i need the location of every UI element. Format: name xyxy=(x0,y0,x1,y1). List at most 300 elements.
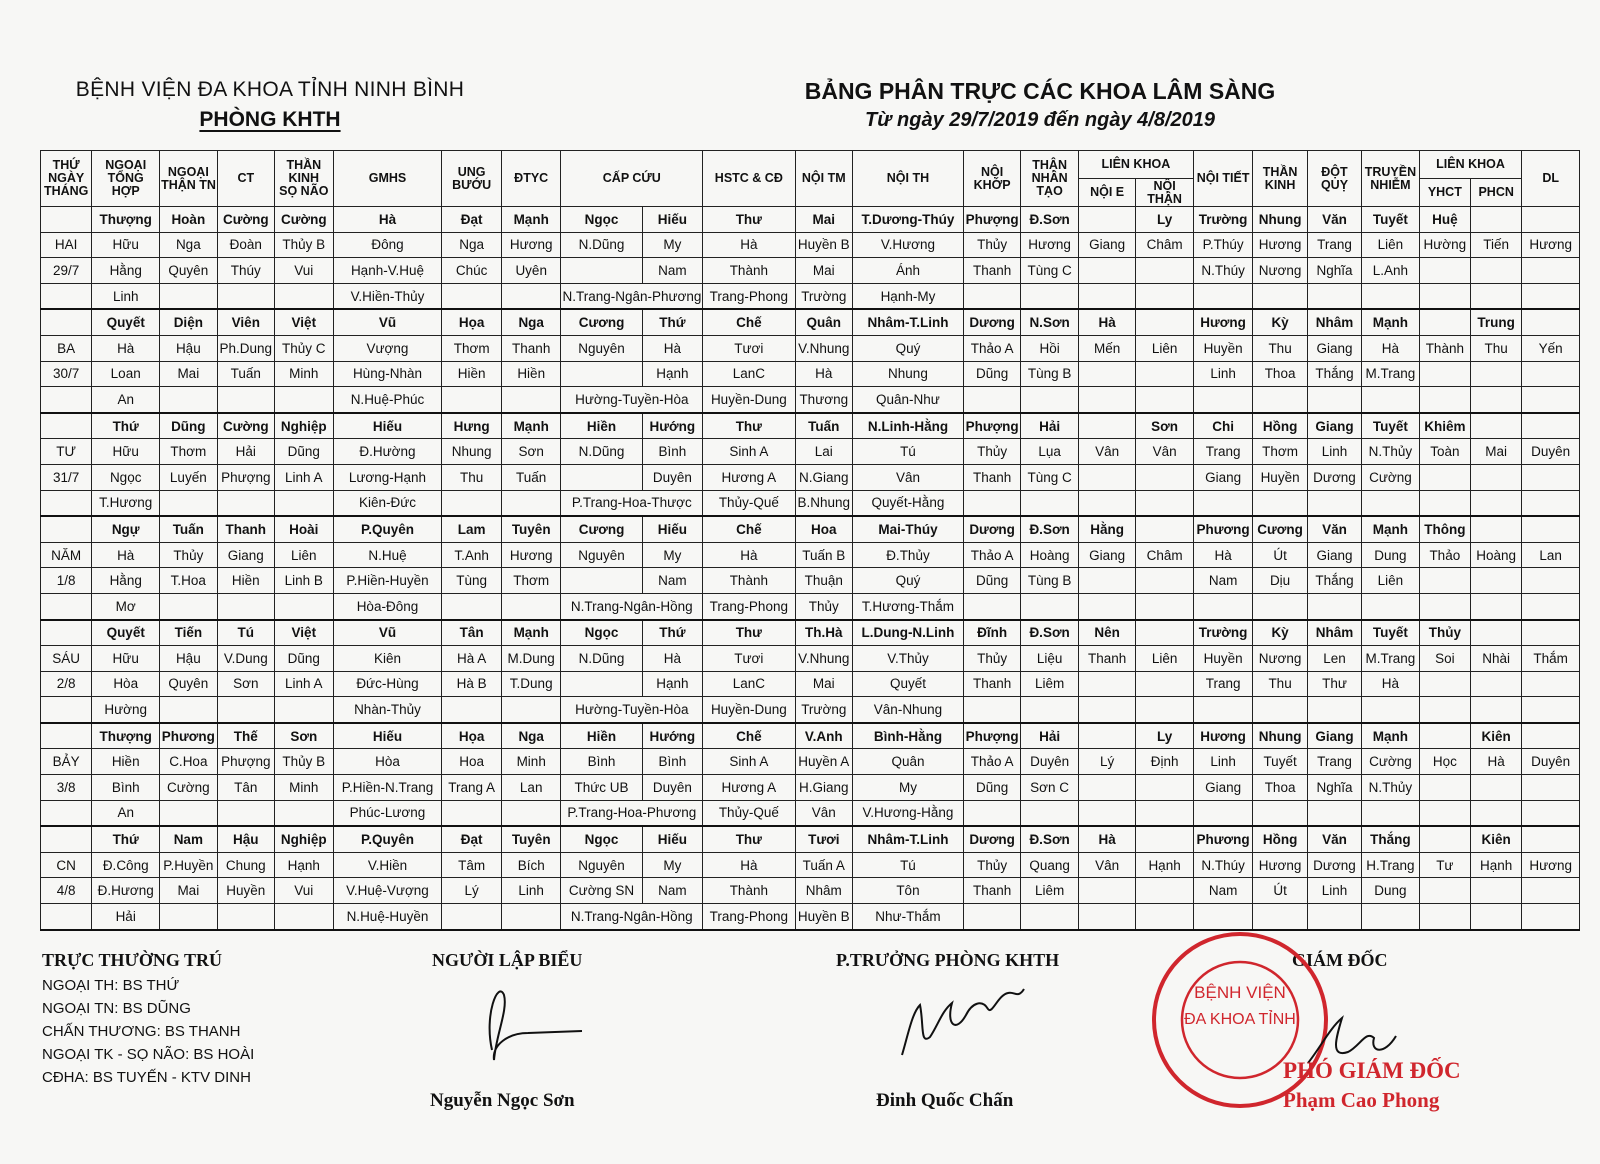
resident-line: NGOẠI TK - SỌ NÃO: BS HOÀI xyxy=(42,1046,255,1063)
duty-cell xyxy=(160,800,217,826)
duty-cell: Tôn xyxy=(853,878,964,904)
duty-cell xyxy=(501,387,561,413)
duty-cell: Hà xyxy=(1362,671,1419,697)
duty-cell: Sinh A xyxy=(703,439,795,465)
duty-cell: Đĩnh xyxy=(963,620,1020,646)
duty-cell xyxy=(963,490,1020,516)
duty-cell: Thanh xyxy=(217,516,274,542)
day-cell xyxy=(41,207,92,233)
duty-cell: Hữu xyxy=(92,439,160,465)
duty-cell: Cường SN xyxy=(561,878,642,904)
duty-cell: Huyền xyxy=(217,878,274,904)
duty-cell: Lam xyxy=(442,516,502,542)
duty-cell: Hương xyxy=(1021,232,1078,258)
duty-cell: Kỳ xyxy=(1253,309,1307,335)
duty-cell: Đạt xyxy=(442,207,502,233)
day-cell: 30/7 xyxy=(41,361,92,387)
duty-cell: Phượng xyxy=(963,207,1020,233)
duty-cell: Thu xyxy=(1253,335,1307,361)
duty-cell xyxy=(1522,516,1580,542)
duty-cell: Lý xyxy=(1078,749,1135,775)
duty-cell: My xyxy=(642,232,703,258)
duty-cell: Hùng-Nhàn xyxy=(333,361,442,387)
duty-cell: Hữu xyxy=(92,232,160,258)
duty-cell: Trường xyxy=(795,283,852,309)
day-cell: 3/8 xyxy=(41,775,92,801)
duty-cell: Đức-Hùng xyxy=(333,671,442,697)
duty-cell xyxy=(1193,593,1253,619)
duty-cell: Định xyxy=(1136,749,1193,775)
duty-cell xyxy=(1419,490,1470,516)
duty-cell: Đông xyxy=(333,232,442,258)
duty-cell: Nam xyxy=(642,258,703,284)
duty-cell: Phương xyxy=(1193,516,1253,542)
duty-cell xyxy=(1193,283,1253,309)
roster-row xyxy=(41,826,1580,852)
duty-cell: Luyến xyxy=(160,464,217,490)
duty-cell xyxy=(1522,387,1580,413)
day-cell: 29/7 xyxy=(41,258,92,284)
duty-cell: Vân xyxy=(1136,439,1193,465)
duty-cell: Trường xyxy=(795,697,852,723)
duty-cell: Hằng xyxy=(1078,516,1135,542)
duty-cell: V.Nhung xyxy=(795,646,852,672)
duty-cell: Nghiệp xyxy=(275,826,334,852)
duty-cell: Út xyxy=(1253,878,1307,904)
duty-cell: Kỳ xyxy=(1253,620,1307,646)
duty-cell: Hoài xyxy=(275,516,334,542)
duty-cell xyxy=(1078,568,1135,594)
duty-cell: Quân xyxy=(853,749,964,775)
duty-cell xyxy=(1522,309,1580,335)
duty-cell: Hữu xyxy=(92,646,160,672)
duty-cell xyxy=(1253,490,1307,516)
day-cell xyxy=(41,620,92,646)
deputy-head-name: Đinh Quốc Chấn xyxy=(876,1090,1014,1111)
duty-cell: N.Dũng xyxy=(561,439,642,465)
duty-cell: Trung xyxy=(1471,309,1522,335)
duty-cell xyxy=(963,387,1020,413)
duty-cell: Ngọc xyxy=(561,826,642,852)
duty-cell: Quý xyxy=(853,568,964,594)
duty-cell: Kiên xyxy=(333,646,442,672)
duty-cell: Liên xyxy=(1362,232,1419,258)
duty-cell: Họa xyxy=(442,309,502,335)
roster-row xyxy=(41,516,1580,542)
duty-cell xyxy=(275,593,334,619)
duty-cell: Thanh xyxy=(963,878,1020,904)
duty-cell: Huyền A xyxy=(795,749,852,775)
duty-cell: N.Trang-Ngân-Phương xyxy=(561,283,703,309)
duty-cell xyxy=(1078,723,1135,749)
roster-row xyxy=(41,439,1580,465)
duty-cell: Vũ xyxy=(333,620,442,646)
duty-cell: Nguyên xyxy=(561,852,642,878)
duty-cell xyxy=(1021,283,1078,309)
duty-cell: Giang xyxy=(1307,335,1361,361)
roster-row xyxy=(41,568,1580,594)
duty-cell: P.Quyên xyxy=(333,826,442,852)
duty-cell: Tú xyxy=(217,620,274,646)
duty-cell: Trang xyxy=(1193,671,1253,697)
duty-cell: N.Huệ-Phúc xyxy=(333,387,442,413)
duty-cell: Nhâm-T.Linh xyxy=(853,826,964,852)
duty-cell: N.Trang-Ngân-Hồng xyxy=(561,593,703,619)
duty-cell xyxy=(1136,387,1193,413)
day-cell xyxy=(41,904,92,930)
duty-cell: P.Trang-Hoa-Phương xyxy=(561,800,703,826)
duty-cell: Hà xyxy=(1471,749,1522,775)
roster-row xyxy=(41,878,1580,904)
document-period: Từ ngày 29/7/2019 đến ngày 4/8/2019 xyxy=(864,109,1216,131)
duty-cell xyxy=(1419,697,1470,723)
duty-cell xyxy=(1253,800,1307,826)
duty-cell: Thứ xyxy=(92,413,160,439)
duty-cell: Linh xyxy=(501,878,561,904)
duty-cell xyxy=(963,800,1020,826)
duty-cell: Bình-Hằng xyxy=(853,723,964,749)
duty-cell xyxy=(1193,800,1253,826)
duty-cell xyxy=(1136,878,1193,904)
duty-cell: Tùng B xyxy=(1021,361,1078,387)
roster-row xyxy=(41,723,1580,749)
duty-cell: Toàn xyxy=(1419,439,1470,465)
duty-cell xyxy=(442,904,502,930)
duty-cell: Liên xyxy=(1362,568,1419,594)
duty-cell: Việt xyxy=(275,309,334,335)
roster-row xyxy=(41,593,1580,619)
duty-cell: Tươi xyxy=(703,335,795,361)
duty-cell: Thủy xyxy=(963,852,1020,878)
duty-cell xyxy=(1362,593,1419,619)
duty-cell: Linh xyxy=(1193,361,1253,387)
duty-cell: Hiếu xyxy=(333,413,442,439)
duty-cell xyxy=(1522,593,1580,619)
duty-cell: Cương xyxy=(1253,516,1307,542)
duty-cell: Cường xyxy=(217,413,274,439)
roster-row xyxy=(41,309,1580,335)
duty-cell: P.Hiền-Huyền xyxy=(333,568,442,594)
duty-cell: Hường xyxy=(92,697,160,723)
deputy-director-name: Phạm Cao Phong xyxy=(1283,1088,1440,1112)
duty-cell: Dương xyxy=(1307,852,1361,878)
duty-cell: Mai-Thúy xyxy=(853,516,964,542)
roster-row xyxy=(41,232,1580,258)
duty-cell: Viên xyxy=(217,309,274,335)
roster-row xyxy=(41,413,1580,439)
duty-cell: Hà xyxy=(92,335,160,361)
duty-cell: Nhài xyxy=(1471,646,1522,672)
duty-cell: Thành xyxy=(703,258,795,284)
duty-cell: Đạt xyxy=(442,826,502,852)
duty-cell: Hiền xyxy=(442,361,502,387)
duty-cell: Nga xyxy=(160,232,217,258)
duty-cell: Giang xyxy=(1193,464,1253,490)
duty-cell: M.Dung xyxy=(501,646,561,672)
duty-cell: Hà xyxy=(795,361,852,387)
duty-cell: Sơn C xyxy=(1021,775,1078,801)
day-cell xyxy=(41,387,92,413)
duty-cell: N.Thủy xyxy=(1362,439,1419,465)
duty-cell: Yến xyxy=(1522,335,1580,361)
duty-cell xyxy=(1136,775,1193,801)
duty-cell: Ngọc xyxy=(561,207,642,233)
duty-cell: Việt xyxy=(275,620,334,646)
duty-cell: Thanh xyxy=(501,335,561,361)
duty-cell: Mạnh xyxy=(501,620,561,646)
duty-cell xyxy=(160,593,217,619)
duty-cell: Hà xyxy=(642,335,703,361)
duty-cell xyxy=(1471,207,1522,233)
duty-cell: V.Hiền-Thủy xyxy=(333,283,442,309)
col-header-noi-tiet: NỘI TIẾT xyxy=(1193,151,1253,207)
duty-cell xyxy=(1021,697,1078,723)
duty-cell: T.Hương xyxy=(92,490,160,516)
duty-cell: Ph.Dung xyxy=(217,335,274,361)
duty-cell: Tuấn xyxy=(160,516,217,542)
duty-cell: Nhàn-Thủy xyxy=(333,697,442,723)
duty-cell: Tư xyxy=(1419,852,1470,878)
duty-cell: Thứ xyxy=(642,309,703,335)
duty-cell: Nguyên xyxy=(561,335,642,361)
duty-cell: Vui xyxy=(275,258,334,284)
duty-cell: Nhâm xyxy=(795,878,852,904)
duty-cell: Tươi xyxy=(795,826,852,852)
duty-cell: Mạnh xyxy=(1362,309,1419,335)
duty-cell: Chế xyxy=(703,516,795,542)
duty-cell: Hằng xyxy=(92,258,160,284)
duty-cell xyxy=(1193,697,1253,723)
duty-cell: Nương xyxy=(1253,258,1307,284)
duty-cell: Vui xyxy=(275,878,334,904)
col-header-hstc: HSTC & CĐ xyxy=(703,151,795,207)
duty-cell xyxy=(1471,904,1522,930)
duty-cell: Loan xyxy=(92,361,160,387)
duty-cell: Trang-Phong xyxy=(703,904,795,930)
duty-cell: Huyền-Dung xyxy=(703,387,795,413)
duty-cell xyxy=(1419,671,1470,697)
duty-cell: Thủy xyxy=(1419,620,1470,646)
duty-cell: N.Linh-Hằng xyxy=(853,413,964,439)
duty-cell: Thủy xyxy=(963,439,1020,465)
duty-cell: Hải xyxy=(217,439,274,465)
duty-cell: Thư xyxy=(703,826,795,852)
duty-cell xyxy=(1078,387,1135,413)
duty-cell: Phượng xyxy=(963,723,1020,749)
duty-cell: Chúc xyxy=(442,258,502,284)
duty-cell: My xyxy=(642,852,703,878)
resident-duty-block xyxy=(42,950,254,1086)
duty-cell: My xyxy=(642,542,703,568)
duty-cell: Thủy xyxy=(795,593,852,619)
duty-cell: Hải xyxy=(1021,723,1078,749)
duty-cell: Tùng C xyxy=(1021,258,1078,284)
duty-cell: Thành xyxy=(703,568,795,594)
duty-cell: Liệu xyxy=(1021,646,1078,672)
duty-cell: LanC xyxy=(703,361,795,387)
duty-cell: Huyền xyxy=(1193,335,1253,361)
duty-cell: Nghiệp xyxy=(275,413,334,439)
duty-cell xyxy=(1136,309,1193,335)
duty-cell: Mai xyxy=(795,258,852,284)
duty-cell: Hà B xyxy=(442,671,502,697)
duty-cell: Thư xyxy=(703,413,795,439)
roster-row xyxy=(41,361,1580,387)
duty-cell: P.Hiền-N.Trang xyxy=(333,775,442,801)
duty-cell: Đ.Hường xyxy=(333,439,442,465)
duty-cell: N.Dũng xyxy=(561,646,642,672)
duty-cell xyxy=(1419,283,1470,309)
duty-cell xyxy=(1078,490,1135,516)
duty-cell: Như-Thắm xyxy=(853,904,964,930)
duty-cell xyxy=(1362,800,1419,826)
duty-cell: Thương xyxy=(795,387,852,413)
duty-cell: Hậu xyxy=(160,335,217,361)
duty-cell: Thanh xyxy=(963,258,1020,284)
duty-cell: Hoa xyxy=(795,516,852,542)
duty-cell: Mai xyxy=(1471,439,1522,465)
duty-cell: Hà xyxy=(333,207,442,233)
duty-cell xyxy=(1471,283,1522,309)
duty-cell: Ánh xyxy=(853,258,964,284)
duty-cell: M.Trang xyxy=(1362,361,1419,387)
roster-row xyxy=(41,852,1580,878)
duty-cell: Trang xyxy=(1307,232,1361,258)
day-cell: BA xyxy=(41,335,92,361)
duty-cell: An xyxy=(92,800,160,826)
duty-cell xyxy=(1078,904,1135,930)
duty-cell: Trang-Phong xyxy=(703,283,795,309)
duty-cell: Hạnh xyxy=(275,852,334,878)
day-cell xyxy=(41,593,92,619)
document-title: BẢNG PHÂN TRỰC CÁC KHOA LÂM SÀNG xyxy=(804,78,1276,104)
duty-cell xyxy=(1078,800,1135,826)
duty-cell: Út xyxy=(1253,542,1307,568)
duty-cell: Nam xyxy=(160,826,217,852)
duty-cell: Hạnh-My xyxy=(853,283,964,309)
duty-cell: Bình xyxy=(561,749,642,775)
duty-cell: Mạnh xyxy=(501,207,561,233)
duty-cell: Mạnh xyxy=(501,413,561,439)
duty-cell: Chế xyxy=(703,309,795,335)
day-cell: NĂM xyxy=(41,542,92,568)
preparer-name: Nguyễn Ngọc Sơn xyxy=(430,1090,575,1111)
day-cell xyxy=(41,309,92,335)
duty-cell: Tú xyxy=(853,439,964,465)
duty-cell: Thủy-Quế xyxy=(703,490,795,516)
duty-cell: Tiến xyxy=(160,620,217,646)
duty-cell: V.Anh xyxy=(795,723,852,749)
duty-cell: Mạnh xyxy=(1362,723,1419,749)
duty-cell: P.Quyên xyxy=(333,516,442,542)
duty-cell xyxy=(160,387,217,413)
duty-cell xyxy=(1136,568,1193,594)
duty-cell xyxy=(501,697,561,723)
duty-cell xyxy=(1419,800,1470,826)
col-header-phcn: PHCN xyxy=(1471,179,1522,207)
duty-cell xyxy=(1471,464,1522,490)
duty-cell: Thắng xyxy=(1362,826,1419,852)
duty-cell: Hương A xyxy=(703,464,795,490)
duty-cell: Liên xyxy=(1136,646,1193,672)
duty-cell: Vân xyxy=(795,800,852,826)
duty-cell: Hà xyxy=(1362,335,1419,361)
duty-cell xyxy=(1307,387,1361,413)
duty-cell: Huyền B xyxy=(795,904,852,930)
duty-cell: Bình xyxy=(92,775,160,801)
duty-cell: Ngọc xyxy=(561,620,642,646)
duty-cell: Hạnh xyxy=(642,671,703,697)
duty-cell: N.Dũng xyxy=(561,232,642,258)
day-cell: TƯ xyxy=(41,439,92,465)
duty-cell: T.Dương-Thúy xyxy=(853,207,964,233)
duty-cell: Tùng xyxy=(442,568,502,594)
duty-cell: Hương xyxy=(1193,723,1253,749)
duty-cell: Phương xyxy=(1193,826,1253,852)
col-header-date: THỨ NGÀY THÁNG xyxy=(41,151,92,207)
duty-cell: Linh A xyxy=(275,464,334,490)
duty-cell: Hải xyxy=(92,904,160,930)
duty-cell: Tâm xyxy=(442,852,502,878)
duty-cell: Tuyết xyxy=(1362,207,1419,233)
duty-cell: Phượng xyxy=(963,413,1020,439)
duty-cell: Hương xyxy=(501,542,561,568)
duty-cell: Tuấn xyxy=(795,413,852,439)
resident-title: TRỰC THƯỜNG TRÚ xyxy=(42,950,223,970)
duty-cell: Kiên xyxy=(1471,826,1522,852)
duty-cell xyxy=(1522,361,1580,387)
resident-line: CHẤN THƯƠNG: BS THANH xyxy=(42,1023,241,1040)
day-cell xyxy=(41,516,92,542)
duty-cell xyxy=(1522,904,1580,930)
duty-cell: Trang xyxy=(1307,749,1361,775)
duty-cell xyxy=(442,283,502,309)
duty-cell: Quang xyxy=(1021,852,1078,878)
duty-cell: Hường-Tuyền-Hòa xyxy=(561,697,703,723)
duty-cell: Hồng xyxy=(1253,826,1307,852)
resident-line: NGOẠI TN: BS DŨNG xyxy=(42,1000,191,1017)
duty-cell xyxy=(1471,671,1522,697)
duty-cell xyxy=(217,800,274,826)
duty-cell xyxy=(1136,800,1193,826)
deputy-director-block xyxy=(1283,1058,1461,1113)
duty-cell: Đ.Sơn xyxy=(1021,620,1078,646)
duty-cell xyxy=(442,800,502,826)
duty-cell: Thức UB xyxy=(561,775,642,801)
duty-cell xyxy=(1078,283,1135,309)
duty-cell: Văn xyxy=(1307,207,1361,233)
duty-cell xyxy=(501,283,561,309)
duty-cell xyxy=(217,387,274,413)
roster-row xyxy=(41,490,1580,516)
document-title-block xyxy=(800,78,1280,132)
duty-cell: P.Trang-Hoa-Thược xyxy=(561,490,703,516)
duty-cell: N.Giang xyxy=(795,464,852,490)
duty-cell xyxy=(1136,620,1193,646)
duty-cell: N.Thúy xyxy=(1193,852,1253,878)
duty-cell xyxy=(1471,568,1522,594)
duty-cell: Mạnh xyxy=(1362,516,1419,542)
duty-cell: Dũng xyxy=(275,646,334,672)
duty-cell xyxy=(1136,671,1193,697)
duty-cell: Thu xyxy=(442,464,502,490)
duty-cell xyxy=(1136,490,1193,516)
duty-cell: Dịu xyxy=(1253,568,1307,594)
duty-cell: Tiến xyxy=(1471,232,1522,258)
duty-cell: Quyết-Hằng xyxy=(853,490,964,516)
roster-row xyxy=(41,775,1580,801)
duty-cell xyxy=(1522,490,1580,516)
